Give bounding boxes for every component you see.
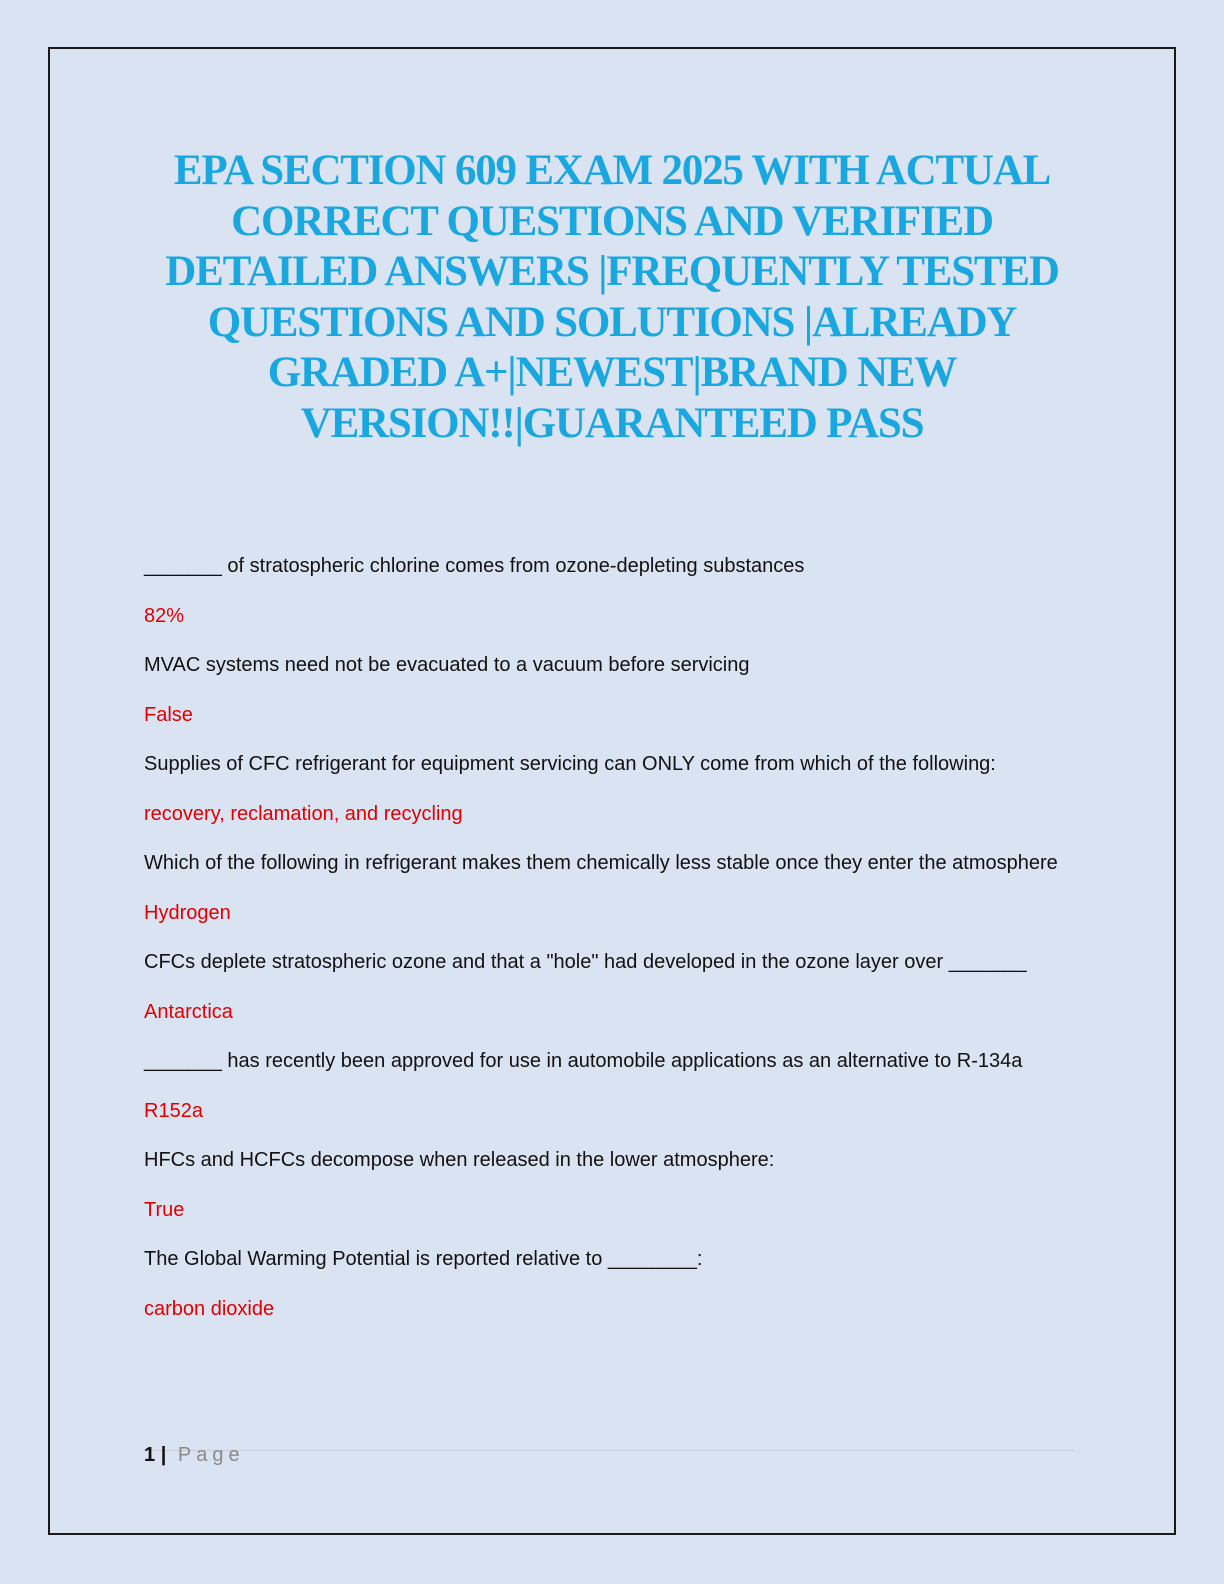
answer-text: 82%: [144, 604, 185, 627]
qa-item: [144, 946, 1074, 1029]
qa-item: [144, 649, 1074, 732]
answer-text: False: [144, 703, 193, 726]
footer-divider: [144, 1450, 1074, 1451]
qa-item: [144, 1144, 1074, 1227]
answer-text: recovery, reclamation, and recycling: [144, 802, 463, 825]
qa-item: [144, 748, 1074, 831]
answer-text: Hydrogen: [144, 901, 231, 924]
answer-text: True: [144, 1198, 185, 1221]
page-number: 1: [144, 1444, 156, 1466]
qa-list: [144, 550, 1074, 1342]
page-footer: [144, 1443, 245, 1467]
question-text: _______ has recently been approved for use in automobile applications as an alternative to R-134a: [144, 1050, 1023, 1072]
question-text: HFCs and HCFCs decompose when released in the lower atmosphere:: [144, 1149, 775, 1171]
question-text: _______ of stratospheric chlorine comes from ozone-depleting substances: [144, 555, 805, 577]
document-title: EPA SECTION 609 EXAM 2025 WITH ACTUAL CORRECT QUESTIONS AND VERIFIED DETAILED ANSWERS |FREQUENTLY TESTED QUESTIONS AND SOLUTIONS |ALREADY GRADED A+|NEWEST|BRAND NEW VERSION!!|GUARANTEED PASS: [165, 147, 1059, 447]
answer-text: R152a: [144, 1099, 203, 1122]
qa-item: [144, 847, 1074, 930]
footer-separator: |: [160, 1444, 167, 1466]
qa-item: [144, 1045, 1074, 1128]
question-text: Supplies of CFC refrigerant for equipment servicing can ONLY come from which of the following:: [144, 753, 996, 775]
question-text: MVAC systems need not be evacuated to a vacuum before servicing: [144, 654, 750, 676]
page-label: Page: [177, 1444, 245, 1466]
qa-item: [144, 1243, 1074, 1326]
answer-text: Antarctica: [144, 1000, 233, 1023]
qa-item: [144, 550, 1074, 633]
question-text: The Global Warming Potential is reported relative to ________:: [144, 1248, 703, 1270]
question-text: CFCs deplete stratospheric ozone and that a "hole" had developed in the ozone layer over _______: [144, 951, 1027, 973]
answer-text: carbon dioxide: [144, 1297, 275, 1320]
question-text: Which of the following in refrigerant makes them chemically less stable once they enter the atmosphere: [144, 852, 1058, 874]
